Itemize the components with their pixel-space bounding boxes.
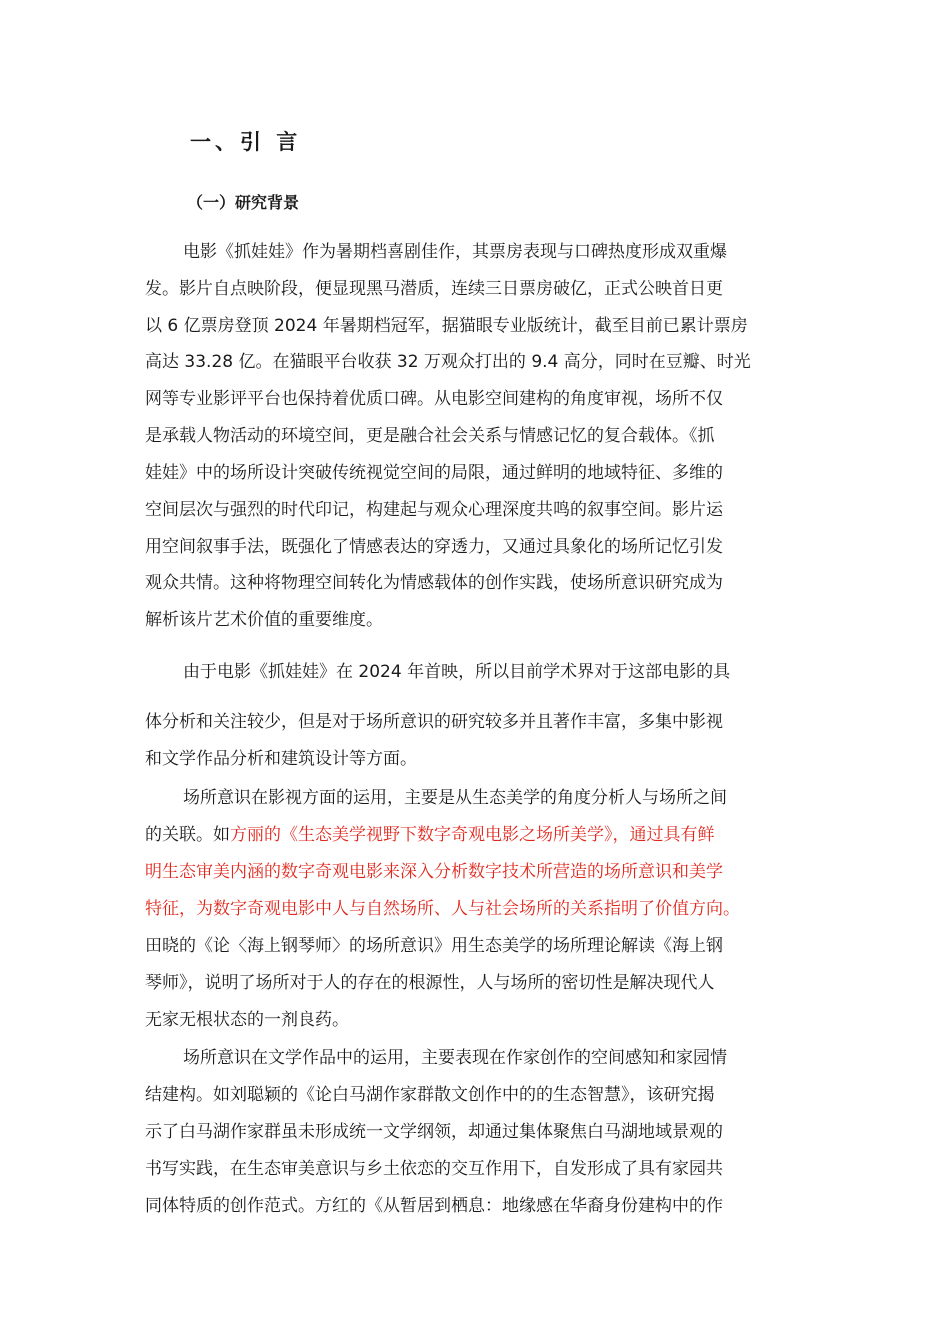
- highlighted-citation: 方丽的《生态美学视野下数字奇观电影之场所美学》，通过具有鲜: [230, 825, 715, 845]
- text-line: 同体特质的创作范式。方红的《从暂居到栖息：地缘感在华裔身份建构中的作: [145, 1196, 723, 1216]
- text-line: 观众共情。这种将物理空间转化为情感载体的创作实践，使场所意识研究成为: [145, 573, 723, 593]
- text-line: [145, 820, 715, 850]
- text-line: 书写实践，在生态审美意识与乡土依恋的交互作用下，自发形成了具有家园共: [145, 1159, 723, 1179]
- text-line: 田晓的《论〈海上钢琴师〉的场所意识》用生态美学的场所理论解读《海上钢: [145, 936, 723, 956]
- text-line: 电影《抓娃娃》作为暑期档喜剧佳作，其票房表现与口碑热度形成双重爆: [183, 242, 727, 262]
- text-line: 无家无根状态的一剂良药。: [145, 1010, 349, 1030]
- text-line: 空间层次与强烈的时代印记，构建起与观众心理深度共鸣的叙事空间。影片运: [145, 500, 723, 520]
- text-line: 解析该片艺术价值的重要维度。: [145, 610, 383, 630]
- highlighted-text-line: 特征，为数字奇观电影中人与自然场所、人与社会场所的关系指明了价值方向。: [145, 899, 740, 919]
- text-line: 网等专业影评平台也保持着优质口碑。从电影空间建构的角度审视，场所不仅: [145, 389, 723, 409]
- text-line: 以 6 亿票房登顶 2024 年暑期档冠军，据猫眼专业版统计，截至目前已累计票房: [145, 316, 748, 336]
- text-line: 示了白马湖作家群虽未形成统一文学纲领，却通过集体聚焦白马湖地域景观的: [145, 1122, 723, 1142]
- text-line: 娃娃》中的场所设计突破传统视觉空间的局限，通过鲜明的地域特征、多维的: [145, 463, 723, 483]
- text-line: 场所意识在文学作品中的运用，主要表现在作家创作的空间感知和家园情: [183, 1048, 727, 1068]
- section-title: 一、引 言: [190, 130, 302, 154]
- text-line: 琴师》，说明了场所对于人的存在的根源性，人与场所的密切性是解决现代人: [145, 973, 715, 993]
- text-line: 体分析和关注较少，但是对于场所意识的研究较多并且著作丰富，多集中影视: [145, 712, 723, 732]
- text-span: 的关联。如: [145, 825, 230, 845]
- subsection-title: （一）研究背景: [187, 193, 300, 212]
- text-line: 是承载人物活动的环境空间，更是融合社会关系与情感记忆的复合载体。《抓: [145, 426, 715, 446]
- text-line: 用空间叙事手法，既强化了情感表达的穿透力，又通过具象化的场所记忆引发: [145, 537, 723, 557]
- text-line: 由于电影《抓娃娃》在 2024 年首映，所以目前学术界对于这部电影的具: [183, 662, 731, 682]
- text-line: 高达 33.28 亿。在猫眼平台收获 32 万观众打出的 9.4 高分，同时在豆瓣、时光: [145, 352, 751, 372]
- text-line: 和文学作品分析和建筑设计等方面。: [145, 749, 417, 769]
- text-line: 场所意识在影视方面的运用，主要是从生态美学的角度分析人与场所之间: [183, 788, 727, 808]
- text-line: 发。影片自点映阶段，便显现黑马潜质，连续三日票房破亿，正式公映首日更: [145, 279, 723, 299]
- highlighted-text-line: 明生态审美内涵的数字奇观电影来深入分析数字技术所营造的场所意识和美学: [145, 862, 723, 882]
- text-line: 结建构。如刘聪颖的《论白马湖作家群散文创作中的的生态智慧》，该研究揭: [145, 1085, 715, 1105]
